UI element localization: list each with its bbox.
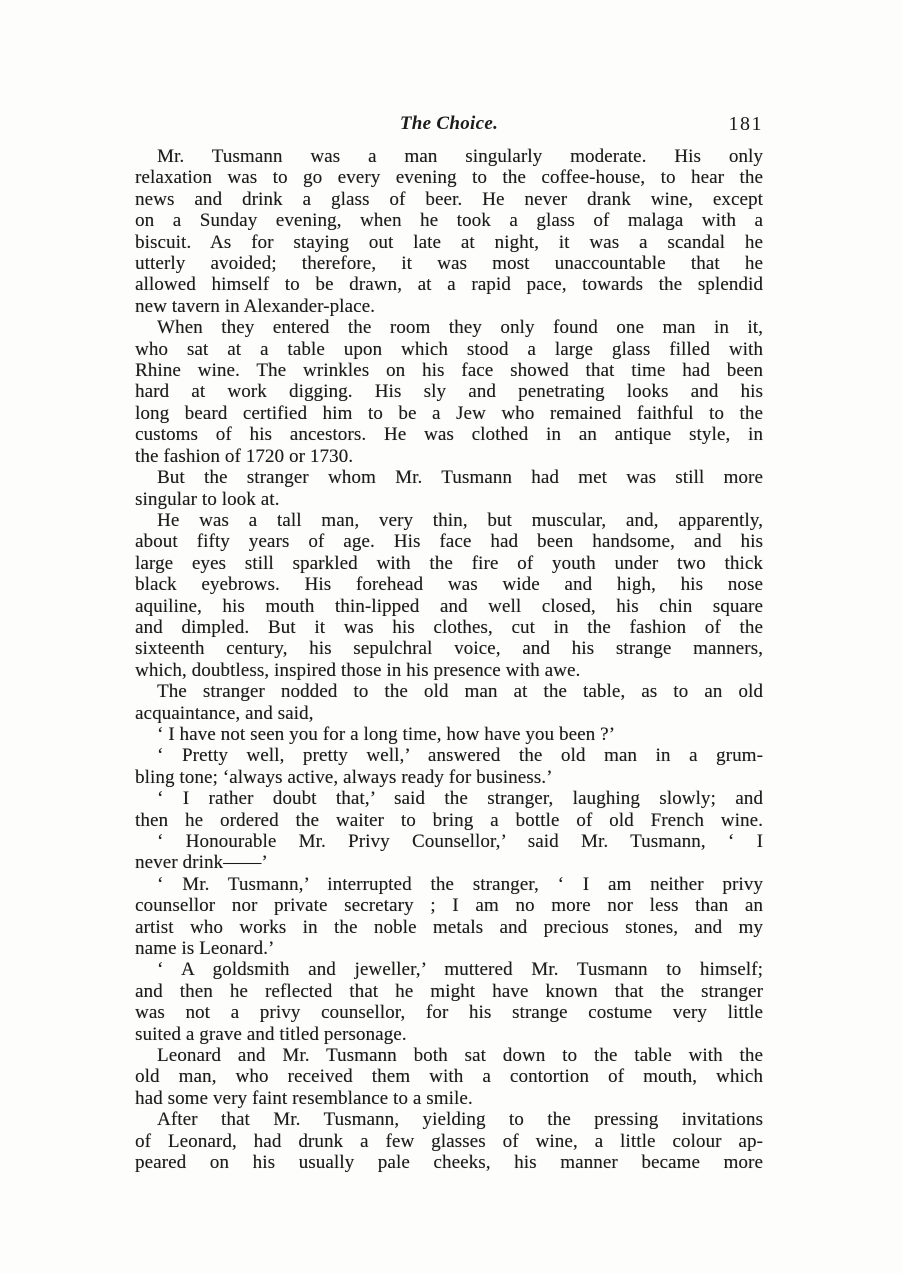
text-line: ‘ A goldsmith and jeweller,’ muttered Mr. Tusmann to himself; (157, 959, 763, 981)
paragraph (135, 467, 763, 510)
text-line: sixteenth century, his sepulchral voice, and his strange manners, (135, 638, 763, 660)
text-line: ‘ Pretty well, pretty well,’ answered the old man in a grum- (157, 745, 763, 767)
text-block (135, 112, 763, 1174)
paragraph (135, 146, 763, 317)
paragraph (135, 788, 763, 831)
paragraph (135, 1109, 763, 1173)
text-line: hard at work digging. His sly and penetrating looks and his (135, 381, 763, 403)
paragraph (135, 681, 763, 724)
text-line: which, doubtless, inspired those in his presence with awe. (135, 659, 581, 681)
text-line: bling tone; ‘always active, always ready for business.’ (135, 766, 553, 788)
text-line: He was a tall man, very thin, but muscular, and, apparently, (157, 509, 763, 531)
text-line: ‘ Honourable Mr. Privy Counsellor,’ said Mr. Tusmann, ‘ I (157, 831, 763, 852)
text-line: utterly avoided; therefore, it was most unaccountable that he (135, 253, 763, 275)
text-line: relaxation was to go every evening to the coffee-house, to hear the (135, 167, 763, 189)
text-line: Leonard and Mr. Tusmann both sat down to the table with the (157, 1045, 763, 1067)
text-line: and dimpled. But it was his clothes, cut in the fashion of the (135, 616, 763, 638)
text-line: Rhine wine. The wrinkles on his face showed that time had been (135, 360, 763, 382)
text-line: singular to look at. (135, 488, 280, 510)
text-line: was not a privy counsellor, for his strange costume very little (135, 1002, 763, 1024)
body-text (135, 146, 763, 1174)
text-line: had some very faint resemblance to a smile. (135, 1087, 473, 1109)
paragraph (135, 1045, 763, 1109)
text-line: artist who works in the noble metals and precious stones, and my (135, 916, 763, 938)
text-line: But the stranger whom Mr. Tusmann had met was still more (157, 467, 763, 489)
text-line: about fifty years of age. His face had been handsome, and his (135, 531, 763, 553)
paragraph (135, 874, 763, 960)
paragraph (135, 831, 763, 874)
text-line: ‘ Mr. Tusmann,’ interrupted the stranger, ‘ I am neither privy (157, 873, 763, 895)
text-line: old man, who received them with a contortion of mouth, which (135, 1066, 763, 1088)
text-line: who sat at a table upon which stood a large glass filled with (135, 338, 763, 360)
paragraph (135, 317, 763, 467)
text-line: news and drink a glass of beer. He never drank wine, except (135, 188, 763, 210)
paragraph (135, 510, 763, 681)
paragraph (135, 959, 763, 1045)
text-line: peared on his usually pale cheeks, his manner became more (135, 1152, 763, 1174)
page-header (135, 112, 763, 136)
text-line: name is Leonard.’ (135, 938, 275, 960)
text-line: Mr. Tusmann was a man singularly moderate. His only (157, 146, 763, 167)
text-line: When they entered the room they only found one man in it, (157, 317, 763, 339)
text-line: The stranger nodded to the old man at the table, as to an old (157, 681, 763, 703)
paragraph (135, 724, 763, 745)
text-line: then he ordered the waiter to bring a bottle of old French wine. (135, 809, 763, 831)
text-line: customs of his ancestors. He was clothed in an antique style, in (135, 424, 763, 446)
text-line: allowed himself to be drawn, at a rapid pace, towards the splendid (135, 274, 763, 296)
text-line: biscuit. As for staying out late at night, it was a scandal he (135, 231, 763, 253)
text-line: acquaintance, and said, (135, 702, 314, 724)
page-number: 181 (728, 113, 763, 135)
text-line: and then he reflected that he might have known that the stranger (135, 980, 763, 1002)
paragraph (135, 745, 763, 788)
text-line: aquiline, his mouth thin-lipped and well closed, his chin square (135, 595, 763, 617)
text-line: on a Sunday evening, when he took a glass of malaga with a (135, 210, 763, 232)
text-line: ‘ I rather doubt that,’ said the stranger, laughing slowly; and (157, 788, 763, 810)
text-line: never drink——’ (135, 852, 268, 874)
text-line: black eyebrows. His forehead was wide and high, his nose (135, 574, 763, 596)
text-line: suited a grave and titled personage. (135, 1023, 407, 1045)
text-line: long beard certified him to be a Jew who remained faithful to the (135, 402, 763, 424)
text-line: ‘ I have not seen you for a long time, how have you been ?’ (157, 723, 616, 745)
text-line: the fashion of 1720 or 1730. (135, 445, 354, 467)
text-line: After that Mr. Tusmann, yielding to the pressing invitations (157, 1109, 763, 1131)
text-line: counsellor nor private secretary ; I am no more nor less than an (135, 895, 763, 917)
text-line: large eyes still sparkled with the fire of youth under two thick (135, 552, 763, 574)
running-title: The Choice. (399, 113, 499, 134)
text-line: of Leonard, had drunk a few glasses of wine, a little colour ap- (135, 1130, 763, 1152)
text-line: new tavern in Alexander-place. (135, 295, 376, 317)
